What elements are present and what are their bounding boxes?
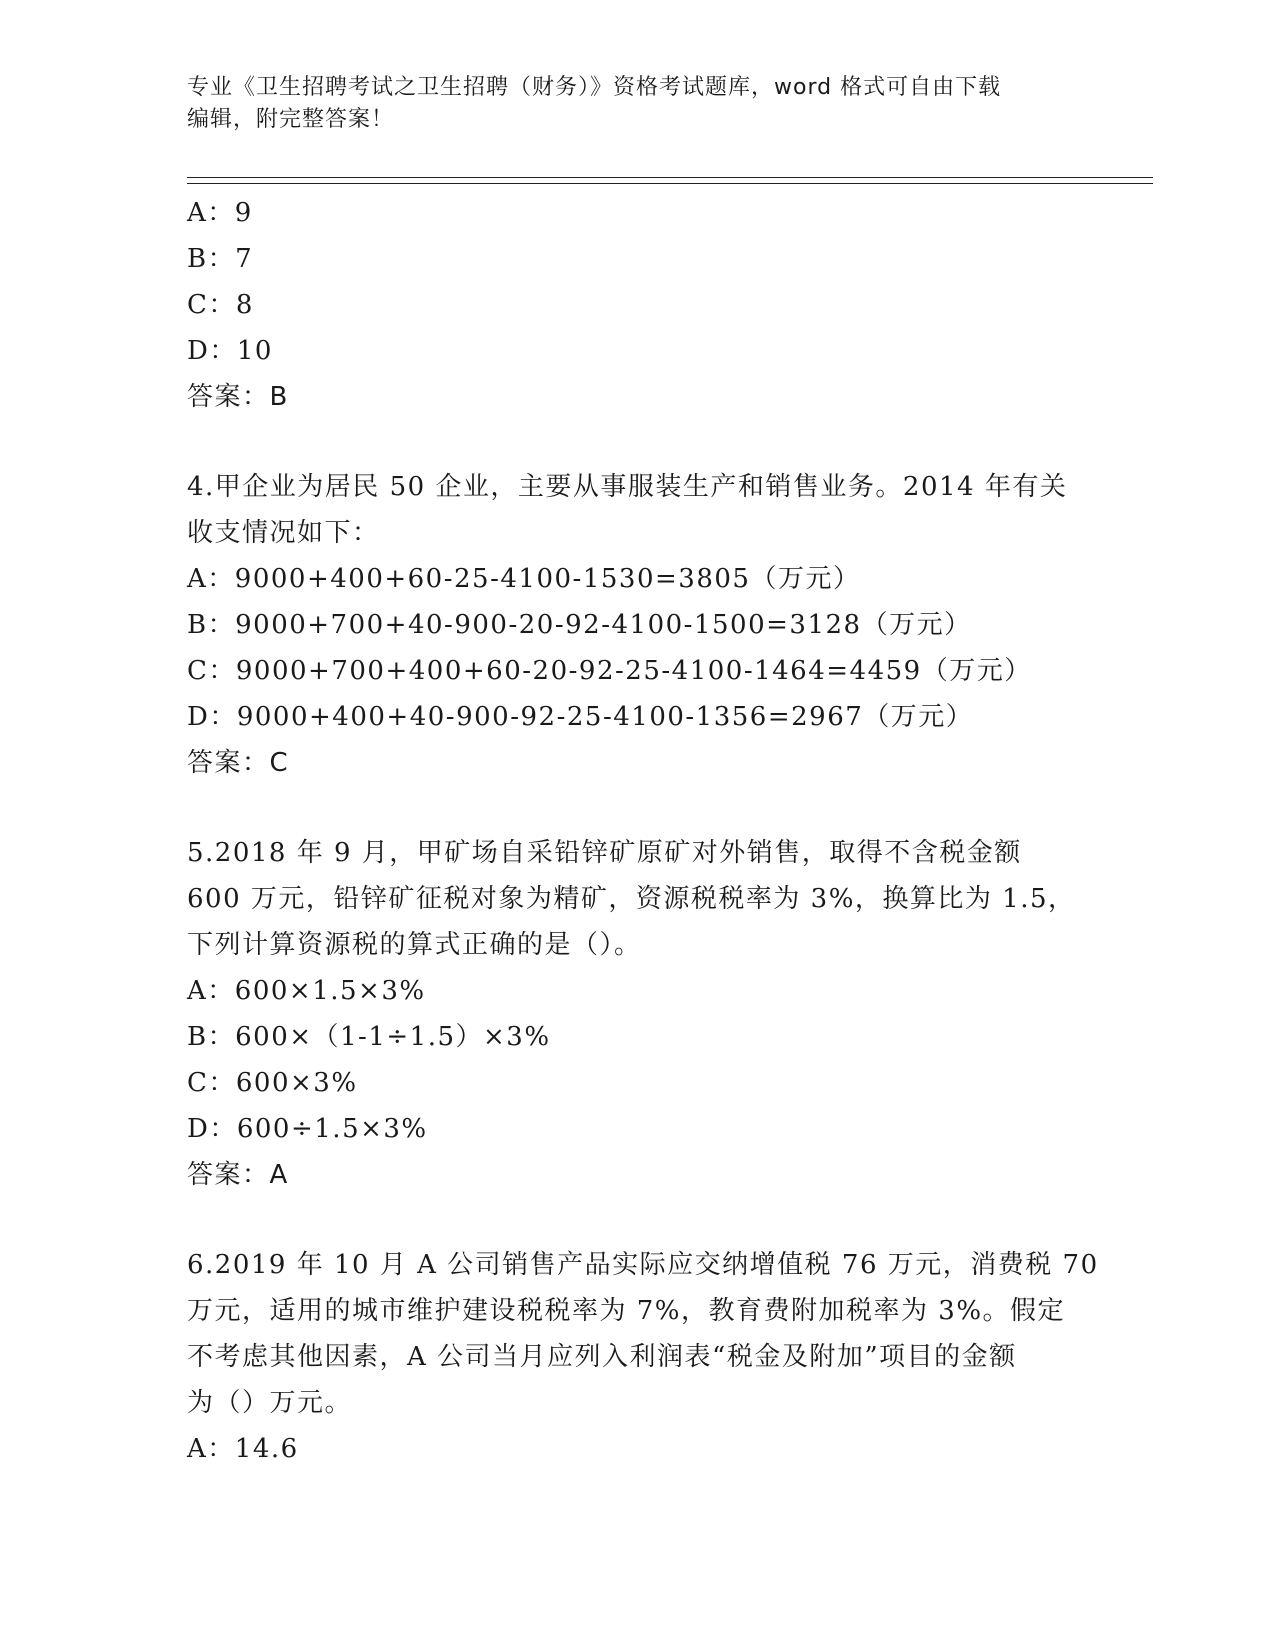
q5-option-b: B：600×（1-1÷1.5）×3% [187, 1022, 551, 1052]
spacer [187, 1198, 1087, 1242]
header-line-1: 专业《卫生招聘考试之卫生招聘（财务）》资格考试题库，word 格式可自由下载 [187, 75, 1002, 100]
q5-option-a: A：600×1.5×3% [187, 976, 426, 1006]
question-3 [187, 190, 1087, 420]
q6-option-a: A：14.6 [187, 1434, 299, 1464]
q5-stem-line-1: 5.2018 年 9 月，甲矿场自采铅锌矿原矿对外销售，取得不含税金额 [187, 838, 1022, 868]
spacer [187, 786, 1087, 830]
header-line-2: 编辑，附完整答案！ [187, 107, 395, 132]
q5-option-c: C：600×3% [187, 1068, 358, 1098]
q6-stem-line-2: 万元，适用的城市维护建设税税率为 7%，教育费附加税率为 3%。假定 [187, 1296, 1066, 1326]
question-4 [187, 464, 1087, 786]
q3-option-a: A：9 [187, 198, 253, 228]
q5-stem-line-2: 600 万元，铅锌矿征税对象为精矿，资源税税率为 3%，换算比为 1.5， [187, 884, 1076, 914]
q4-option-a: A：9000+400+60-25-4100-1530=3805（万元） [187, 564, 861, 594]
q5-answer: 答案：A [187, 1160, 289, 1190]
q6-stem-line-1: 6.2019 年 10 月 A 公司销售产品实际应交纳增值税 76 万元，消费税 70 [187, 1250, 1099, 1280]
document-header [187, 72, 1087, 136]
q4-option-d: D：9000+400+40-900-92-25-4100-1356=2967（万元） [187, 702, 974, 732]
q3-option-b: B：7 [187, 244, 254, 274]
q4-option-b: B：9000+700+40-900-20-92-4100-1500=3128（万元） [187, 610, 972, 640]
spacer [187, 420, 1087, 464]
question-6 [187, 1242, 1099, 1472]
q5-stem-line-3: 下列计算资源税的算式正确的是（）。 [187, 930, 642, 960]
question-5 [187, 830, 1087, 1198]
q6-stem-line-3: 不考虑其他因素，A 公司当月应列入利润表“税金及附加”项目的金额 [187, 1342, 1017, 1372]
q4-answer: 答案：C [187, 748, 290, 778]
q4-stem-line-1: 4.甲企业为居民 50 企业，主要从事服装生产和销售业务。2014 年有关 [187, 472, 1068, 502]
q3-option-c: C：8 [187, 290, 254, 320]
q6-stem-line-4: 为（）万元。 [187, 1388, 353, 1418]
q4-stem-line-2: 收支情况如下： [187, 518, 380, 548]
q3-answer: 答案：B [187, 382, 289, 412]
document-body [187, 190, 1099, 1472]
q3-option-d: D：10 [187, 336, 273, 366]
q4-option-c: C：9000+700+400+60-20-92-25-4100-1464=4459（万元） [187, 656, 1032, 686]
header-rule-top [187, 177, 1153, 178]
q5-option-d: D：600÷1.5×3% [187, 1114, 428, 1144]
header-rule-bottom [187, 183, 1153, 184]
